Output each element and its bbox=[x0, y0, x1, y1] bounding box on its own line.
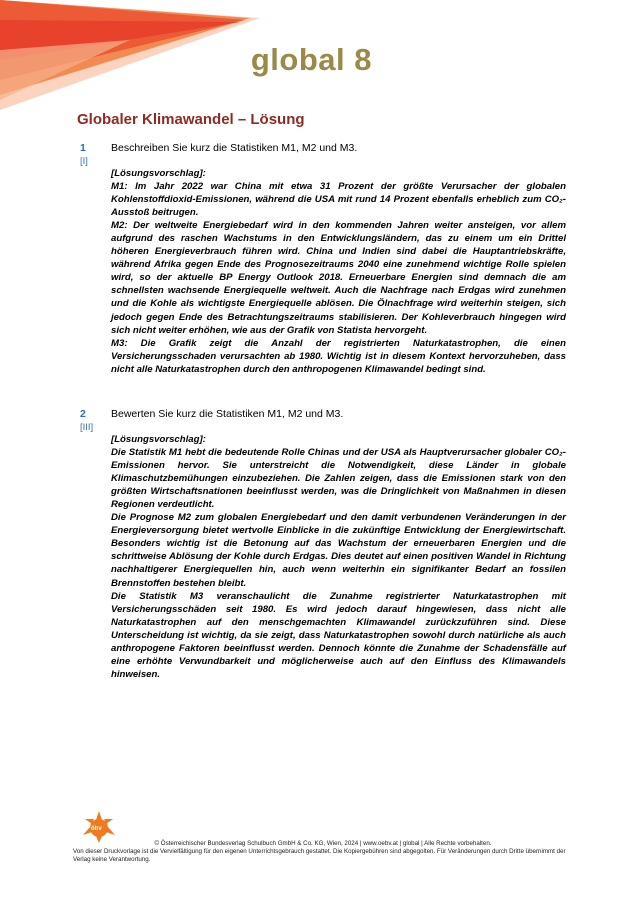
logo-text: öbv bbox=[91, 826, 102, 832]
solution-text bbox=[111, 167, 566, 376]
task-question: Beschreiben Sie kurz die Statistiken M1, M2 und M3. bbox=[111, 142, 358, 154]
task-level: [I] bbox=[80, 156, 88, 167]
solution-paragraph: M1: Im Jahr 2022 war China mit etwa 31 Prozent der größte Verursacher der globalen Kohlenstoffdioxid-Emissionen, während die USA mit rund 14 Prozent ebenfalls erheblich zum CO₂-Ausstoß beitrugen. bbox=[111, 181, 566, 219]
footer bbox=[73, 840, 573, 865]
task-level: [III] bbox=[80, 422, 94, 433]
page-title: Globaler Klimawandel – Lösung bbox=[77, 111, 305, 128]
task-number: 1 bbox=[80, 142, 86, 154]
solution-paragraph: M3: Die Grafik zeigt die Anzahl der registrierten Naturkatastrophen, die einen Versicherungsschaden verursachten ab 1980. Wichtig ist in diesem Kontext hervorzuheben, dass nicht alle Naturkatastrophen durch den anthropogenen Klimawandel bedingt sind. bbox=[111, 337, 566, 375]
solution-paragraph: Die Prognose M2 zum globalen Energiebedarf und den damit verbundenen Veränderungen in der Energieversorgung bietet wertvolle Einblicke in die zukünftige Entwicklung der Energiewirtschaft. Besonders wichtig ist die Betonung auf das Wachstum der erneuerbaren Energien und die schrittweise Ablösung der Kohle durch Erdgas. Dies deutet auf einen positiven Wandel in Richtung nachhaltigerer Energiequellen hin, auch wenn weiterhin ein signifikanter Bedarf an fossilen Brennstoffen bestehen bleibt. bbox=[111, 512, 566, 589]
usage-notice: Von dieser Druckvorlage ist die Vervielfältigung für den eigenen Unterrichtsgebrauch gestattet. Die Kopiergebühren sind abgegolten. Für Veränderungen durch Dritte übernimmt der Verlag keine Verantwortung. bbox=[73, 848, 566, 864]
task-number: 2 bbox=[80, 408, 86, 420]
task-question: Bewerten Sie kurz die Statistiken M1, M2 und M3. bbox=[111, 408, 344, 420]
solution-paragraph: Die Statistik M1 hebt die bedeutende Rolle Chinas und der USA als Hauptverursacher globaler CO₂-Emissionen hervor. Sie unterstreicht die Notwendigkeit, diese Länder in globale Klimaschutzbemühungen einzubeziehen. Die Zahlen zeigen, dass die Emissionen stark von den größten Wirtschaftsnationen beeinflusst werden, was die Dringlichkeit von Maßnahmen in diesen Regionen verdeutlicht. bbox=[111, 447, 566, 511]
header-banner-graphic bbox=[0, 0, 260, 110]
brand-title: global 8 bbox=[250, 42, 372, 77]
solution-paragraph: Die Statistik M3 veranschaulicht die Zunahme registrierter Naturkatastrophen mit Versicherungsschäden seit 1980. Es wird jedoch darauf hingewiesen, dass nicht alle Naturkatastrophen auf den menschgemachten Klimawandel zurückzuführen sind. Diese Unterscheidung ist wichtig, da sie zeigt, dass Naturkatastrophen sowohl durch natürliche als auch anthropogene Faktoren beeinflusst werden. Dennoch könnte die Zunahme der Schadensfälle auf eine erhöhte Verwundbarkeit und möglicherweise auch auf den Einfluss des Klimawandels hinweisen. bbox=[111, 590, 566, 680]
solution-paragraph: M2: Der weltweite Energiebedarf wird in den kommenden Jahren weiter ansteigen, vor allem aufgrund des raschen Wachstums in den Entwicklungsländern, das zu einem um ein Drittel höheren Energieverbrauch führen wird. China und Indien sind dabei die Hauptantriebskräfte, während Afrika gegen Ende des Prognosezeitraums 2040 eine zunehmend wichtige Rolle spielen wird, so der aktuelle BP Energy Outlook 2018. Erneuerbare Energien sind demnach die am schnellsten wachsende Energiequelle weltweit. Auch die Nachfrage nach Erdgas wird zunehmen und die Kohle als wichtigste Energiequelle ablösen. Die Ölnachfrage wird weiterhin steigen, sich jedoch gegen Ende des Betrachtungszeitraums stabilisieren. Der Kohleverbrauch hingegen wird sich nicht weiter erhöhen, wie aus der Grafik von Statista hervorgeht. bbox=[111, 220, 566, 336]
copyright-line: © Österreichischer Bundesverlag Schulbuch GmbH & Co. KG, Wien, 2024 | www.oebv.at | global | Alle Rechte vorbehalten. bbox=[154, 840, 492, 847]
solution-label: [Lösungsvorschlag]: bbox=[111, 434, 206, 445]
solution-text bbox=[111, 433, 566, 681]
solution-label: [Lösungsvorschlag]: bbox=[111, 168, 206, 179]
